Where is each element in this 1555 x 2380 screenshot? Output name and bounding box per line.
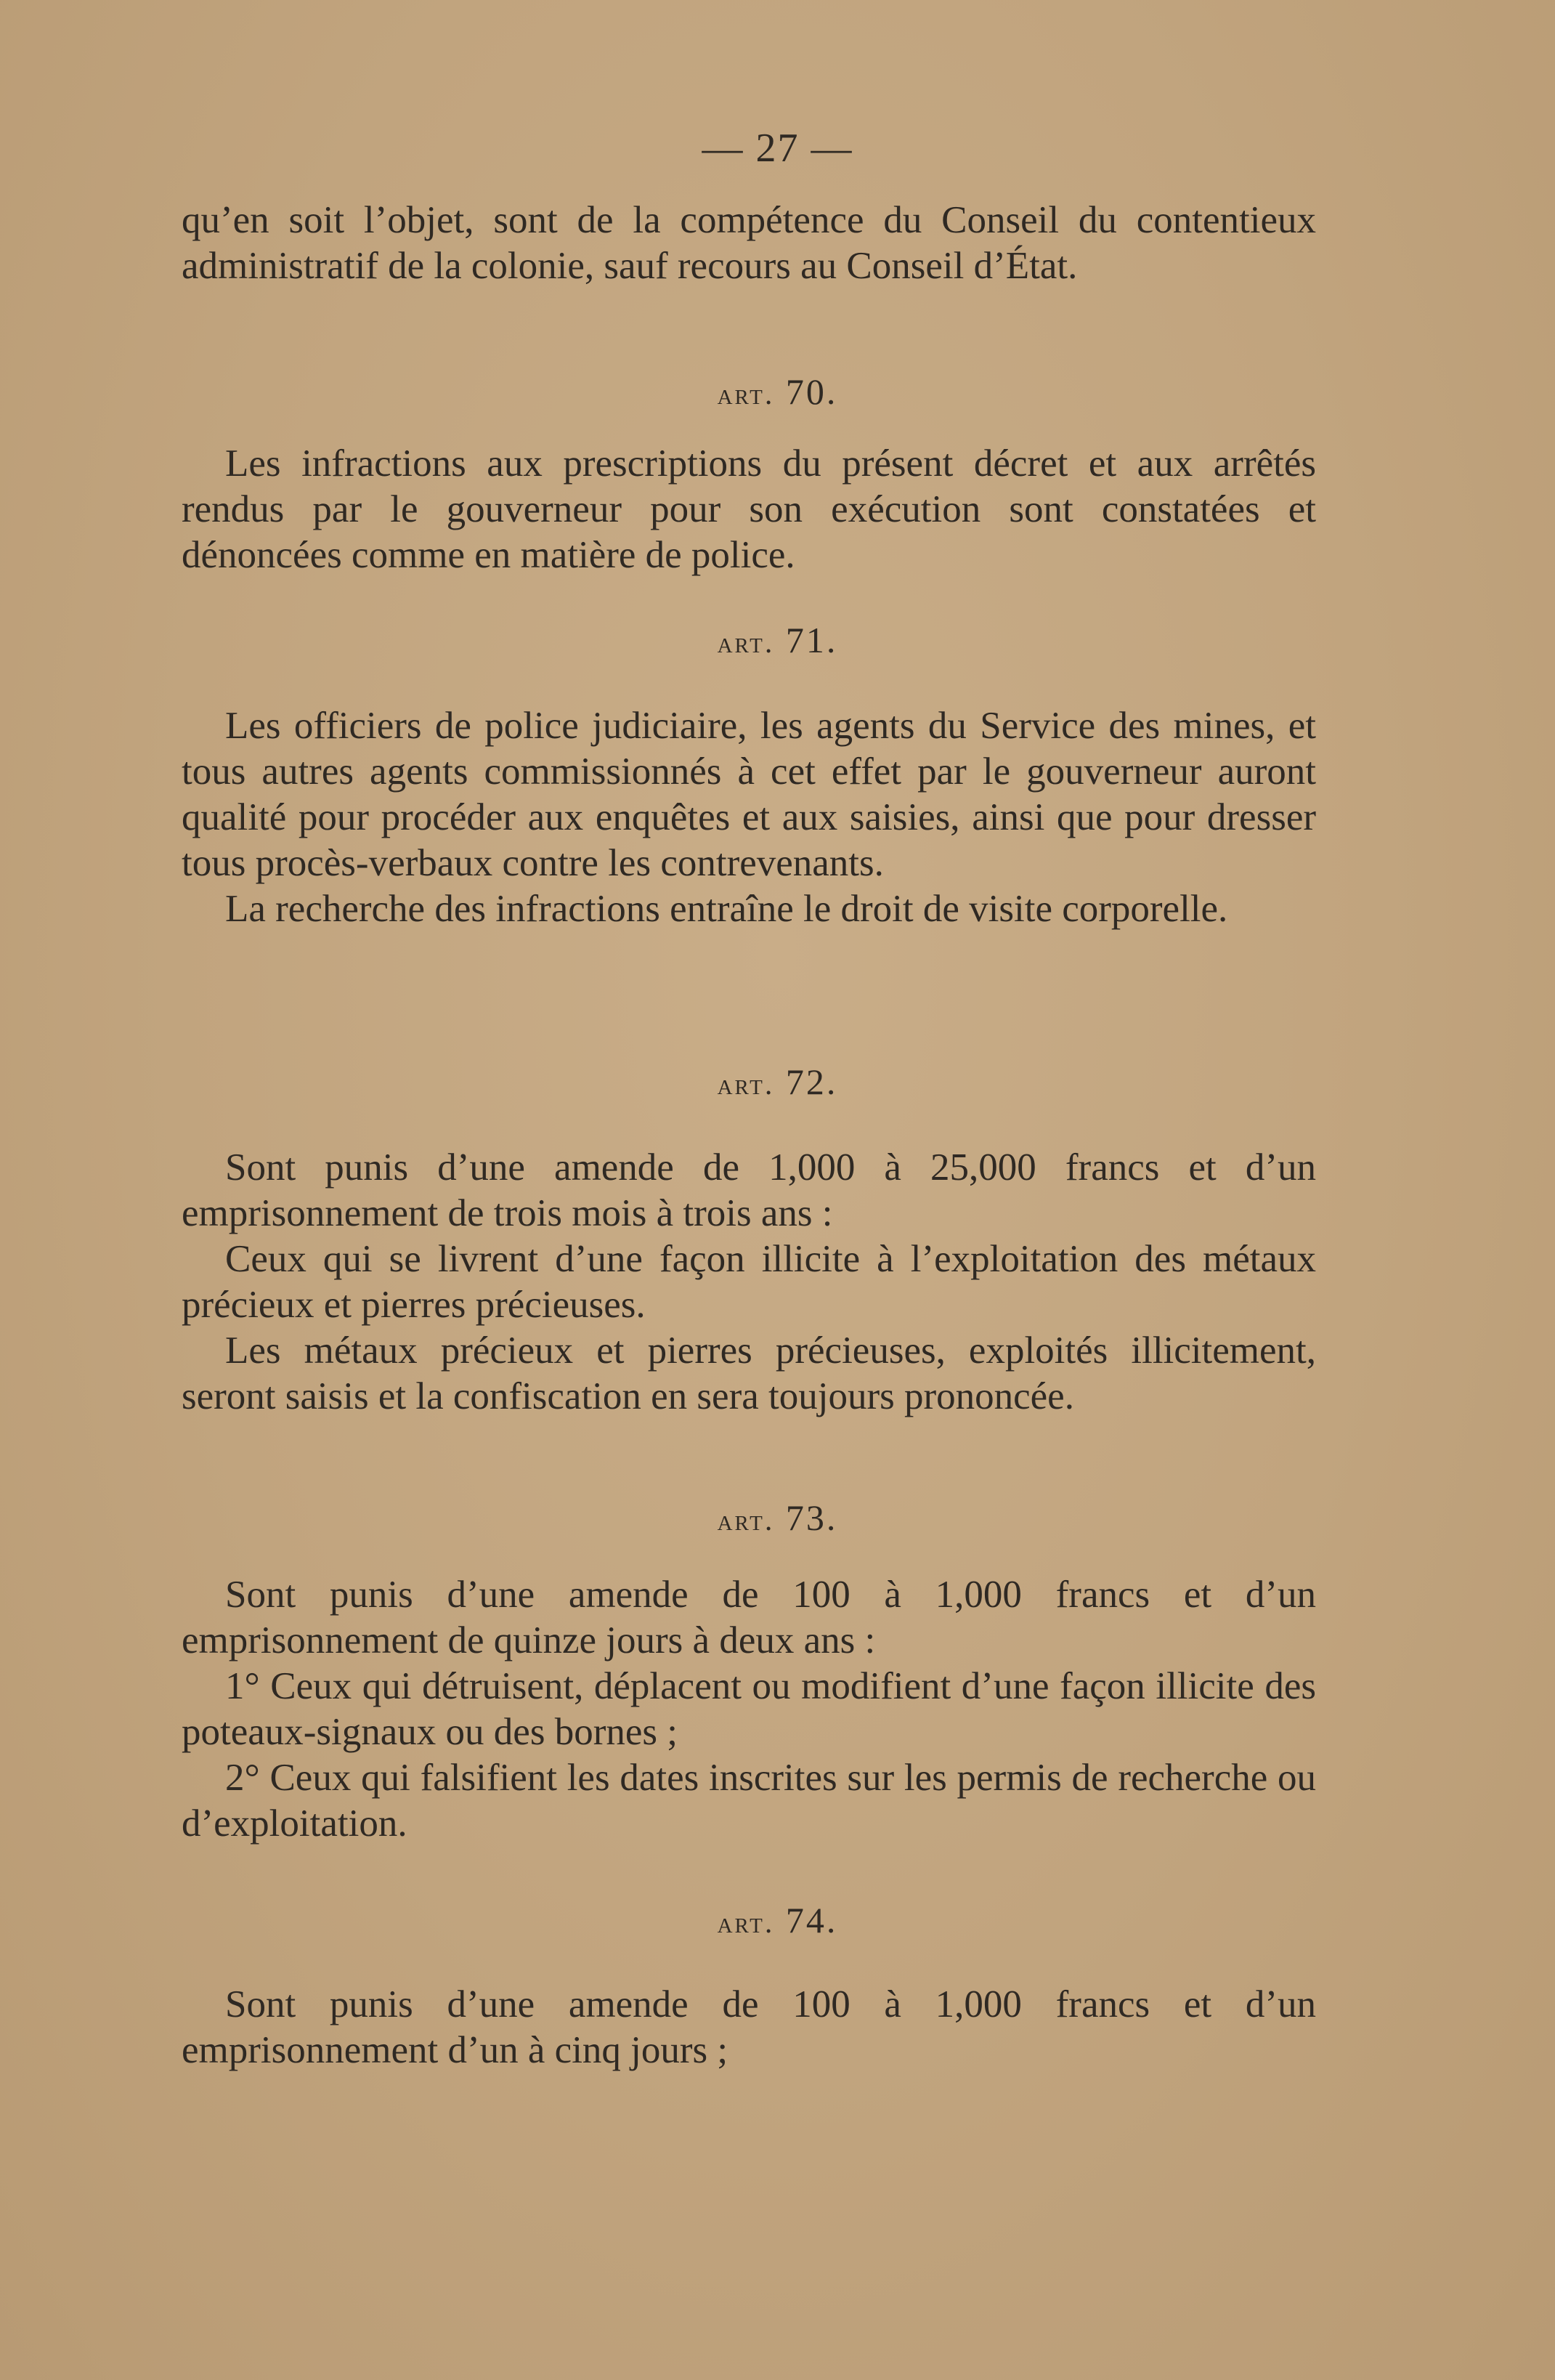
article-number: 70.	[785, 371, 838, 412]
article-73-heading	[0, 1497, 1555, 1539]
article-number: 74.	[785, 1900, 838, 1940]
article-70-text	[182, 441, 1316, 578]
paragraph: Les officiers de police judiciaire, les agents du Service des mines, et tous autres agents commissionnés à cet effet par le gouverneur auront qualité pour procéder aux enquêtes et aux saisies, ainsi que pour dresser tous procès-verbaux contre les contrevenants.	[182, 705, 1316, 884]
paragraph: Sont punis d’une amende de 100 à 1,000 francs et d’un emprisonnement d’un à cinq jours ;	[182, 1983, 1316, 2071]
paragraph: Les métaux précieux et pierres précieuses, exploités illicitement, seront saisis et la confiscation en sera toujours prononcée.	[182, 1329, 1316, 1417]
article-number: 71.	[785, 620, 838, 660]
article-73-text	[182, 1572, 1316, 1847]
paragraph: La recherche des infractions entraîne le droit de visite corporelle.	[225, 888, 1228, 930]
article-word: art.	[717, 626, 775, 660]
article-number: 73.	[785, 1497, 838, 1538]
paragraph: Les infractions aux prescriptions du présent décret et aux arrêtés rendus par le gouverneur pour son exécution sont constatées et dénoncées comme en matière de police.	[182, 442, 1316, 576]
page-number: — 27 —	[702, 126, 853, 171]
article-71-text	[182, 703, 1316, 932]
article-number: 72.	[785, 1061, 838, 1102]
article-word: art.	[717, 1068, 775, 1101]
paragraph: 2° Ceux qui falsifient les dates inscrites sur les permis de recherche ou d’exploitation.	[182, 1757, 1316, 1845]
article-74-text	[182, 1982, 1316, 2073]
article-72-heading	[0, 1061, 1555, 1103]
article-70-heading	[0, 371, 1555, 413]
paragraph: 1° Ceux qui détruisent, déplacent ou modifient d’une façon illicite des poteaux-signaux ou des bornes ;	[182, 1665, 1316, 1753]
article-72-text	[182, 1145, 1316, 1420]
paragraph: Sont punis d’une amende de 1,000 à 25,000 francs et d’un emprisonnement de trois mois à trois ans :	[182, 1146, 1316, 1234]
paragraph: Sont punis d’une amende de 100 à 1,000 francs et d’un emprisonnement de quinze jours à deux ans :	[182, 1574, 1316, 1661]
article-word: art.	[717, 378, 775, 411]
article-word: art.	[717, 1906, 775, 1940]
paragraph: Ceux qui se livrent d’une façon illicite à l’exploitation des métaux précieux et pierres précieuses.	[182, 1238, 1316, 1326]
intro-text	[182, 198, 1316, 289]
article-71-heading	[0, 619, 1555, 661]
article-word: art.	[717, 1504, 775, 1537]
article-74-heading	[0, 1899, 1555, 1941]
paragraph: qu’en soit l’objet, sont de la compétence du Conseil du contentieux administratif de la colonie, sauf recours au Conseil d’État.	[182, 199, 1316, 287]
